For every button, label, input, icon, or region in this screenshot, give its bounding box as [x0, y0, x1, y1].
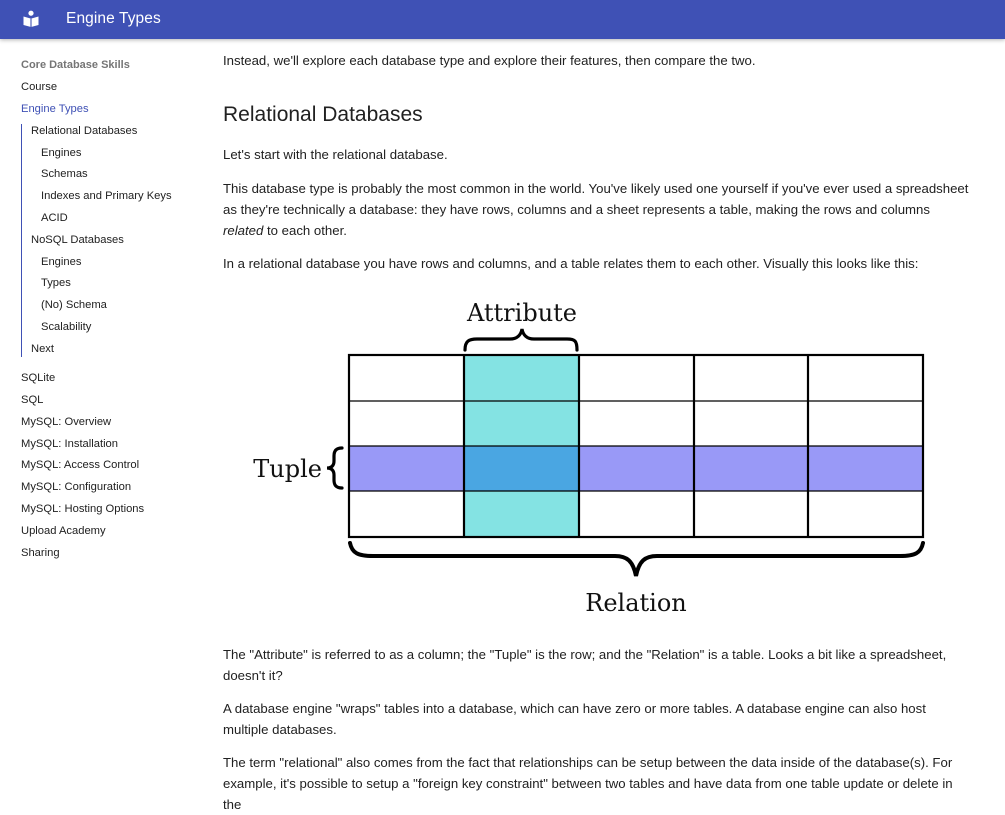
- intersection-cell: [464, 446, 579, 491]
- tuple-row-highlight: [349, 446, 923, 491]
- sidebar-item-sqlite[interactable]: SQLite: [21, 372, 56, 384]
- relational-model-diagram: [255, 295, 945, 620]
- sidebar-item-acid[interactable]: ACID: [41, 212, 68, 224]
- sidebar-heading: Core Database Skills: [21, 59, 130, 71]
- paragraph-2-text: This database type is probably the most common in the world. You've likely used one yourself if you've ever used a spreadsheet as they're technically a database: they have rows, columns and a sheet represents a table, making the rows and columns: [223, 181, 969, 217]
- paragraph-2: [223, 178, 973, 241]
- paragraph-2-emphasis: related: [223, 223, 264, 238]
- sidebar-item-nosql-engines[interactable]: Engines: [41, 256, 82, 268]
- section-heading: Relational Databases: [223, 103, 423, 126]
- sidebar-item-mysql-configuration[interactable]: MySQL: Configuration: [21, 481, 132, 493]
- sidebar-item-mysql-access-control[interactable]: MySQL: Access Control: [21, 459, 140, 471]
- paragraph-6: The term "relational" also comes from the fact that relationships can be setup between the data inside of the database(s). For example, it's possible to setup a "foreign key constraint" between two tables and have data from one table update or delete in the: [223, 755, 953, 812]
- relation-brace: [350, 543, 923, 576]
- sidebar-item-types[interactable]: Types: [41, 277, 71, 289]
- top-app-bar: [0, 0, 1005, 39]
- attribute-label: Attribute: [466, 299, 578, 327]
- paragraph-4: The "Attribute" is referred to as a column; the "Tuple" is the row; and the "Relation" is a table. Looks a bit like a spreadsheet, doesn't it?: [223, 647, 947, 683]
- sidebar-item-no-schema[interactable]: (No) Schema: [41, 299, 107, 311]
- sidebar-item-engine-types[interactable]: Engine Types: [21, 103, 89, 115]
- sidebar-item-next[interactable]: Next: [31, 343, 55, 355]
- sidebar-item-indexes[interactable]: Indexes and Primary Keys: [41, 190, 172, 202]
- sidebar-item-schemas[interactable]: Schemas: [41, 168, 88, 180]
- paragraph-1: Let's start with the relational database.: [223, 147, 448, 162]
- sidebar-item-relational-databases[interactable]: Relational Databases: [31, 125, 138, 137]
- sidebar-item-upload-academy[interactable]: Upload Academy: [21, 525, 106, 537]
- attribute-brace: [465, 329, 577, 350]
- relation-label: Relation: [585, 589, 687, 617]
- sidebar-item-rel-engines[interactable]: Engines: [41, 147, 82, 159]
- book-reader-icon[interactable]: [22, 10, 40, 28]
- tuple-brace: [327, 448, 342, 488]
- page-title: Engine Types: [66, 10, 161, 27]
- sidebar-item-mysql-hosting-options[interactable]: MySQL: Hosting Options: [21, 503, 145, 515]
- intro-paragraph: Instead, we'll explore each database type and explore their features, then compare the two.: [223, 53, 756, 68]
- sidebar-item-scalability[interactable]: Scalability: [41, 321, 92, 333]
- sidebar-item-sql[interactable]: SQL: [21, 394, 44, 406]
- sidebar-section-indicator: [21, 124, 22, 357]
- paragraph-5: A database engine "wraps" tables into a database, which can have zero or more tables. A database engine can also host multiple databases.: [223, 701, 926, 737]
- table-grid: [349, 355, 923, 537]
- paragraph-2-text-end: to each other.: [263, 223, 347, 238]
- sidebar-item-course[interactable]: Course: [21, 81, 58, 93]
- sidebar-item-mysql-overview[interactable]: MySQL: Overview: [21, 416, 112, 428]
- sidebar-item-sharing[interactable]: Sharing: [21, 547, 60, 559]
- tuple-label: Tuple: [253, 455, 322, 483]
- sidebar-item-mysql-installation[interactable]: MySQL: Installation: [21, 438, 119, 450]
- paragraph-3: In a relational database you have rows and columns, and a table relates them to each other. Visually this looks like this:: [223, 256, 919, 271]
- sidebar-item-nosql-databases[interactable]: NoSQL Databases: [31, 234, 124, 246]
